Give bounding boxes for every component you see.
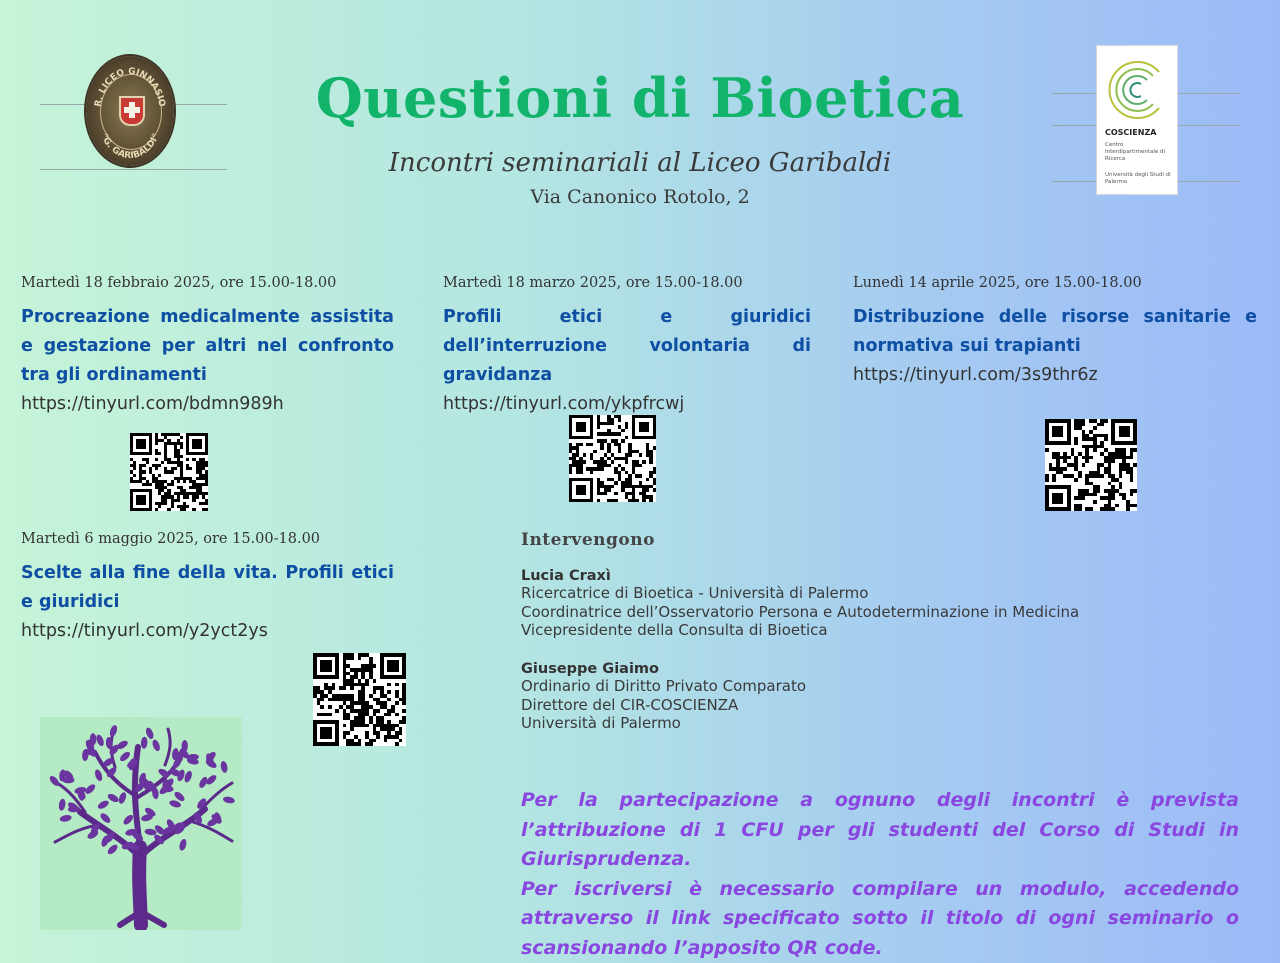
leaf-shape xyxy=(97,799,111,811)
leaf-shape xyxy=(151,739,161,752)
leaf-shape xyxy=(58,798,66,811)
leaf-shape xyxy=(95,734,105,747)
tree-icon xyxy=(40,717,242,930)
speaker-role: Direttore del CIR-COSCIENZA xyxy=(521,696,1221,715)
page-title: Questioni di Bioetica xyxy=(0,66,1280,130)
seal-text-top: R. LICEO GINNASIO xyxy=(93,67,166,108)
leaf-shape xyxy=(141,736,148,748)
seminar-title: Procreazione medicalmente assistita e gestazione per altri nel confronto tra gli ordinamenti xyxy=(21,303,394,390)
leaf-shape xyxy=(118,750,131,763)
seminar-link[interactable]: https://tinyurl.com/ykpfrcwj xyxy=(443,394,811,414)
leaf-shape xyxy=(220,760,229,773)
school-seal-logo xyxy=(86,56,174,166)
page-subtitle: Incontri seminariali al Liceo Garibaldi xyxy=(0,148,1280,178)
seminar-title: Profili etici e giuridici dell’interruzione volontaria di gravidanza xyxy=(443,303,811,390)
leaf-shape xyxy=(183,770,193,783)
svg-text:R. LICEO GINNASIO xyxy=(93,67,166,108)
seal-text-bottom: "G. GARIBALDI" xyxy=(98,132,161,161)
leaf-shape xyxy=(178,838,187,851)
participation-note xyxy=(521,786,1239,963)
speaker-name: Giuseppe Giaimo xyxy=(521,661,1221,677)
speakers-heading: Intervengono xyxy=(521,530,655,550)
leaf-shape xyxy=(122,813,135,826)
seminar-link[interactable]: https://tinyurl.com/y2yct2ys xyxy=(21,621,394,641)
coscienza-subtitle: Centro Interdipartimentale di Ricerca xyxy=(1105,142,1173,163)
leaf-shape xyxy=(106,843,119,856)
seminar-link[interactable]: https://tinyurl.com/bdmn989h xyxy=(21,394,394,414)
venue-address: Via Canonico Rotolo, 2 xyxy=(0,186,1280,208)
seminar-link[interactable]: https://tinyurl.com/3s9thr6z xyxy=(853,365,1257,385)
leaf-shape xyxy=(99,812,112,825)
speaker-role: Università di Palermo xyxy=(521,714,1221,733)
speaker-role: Vicepresidente della Consulta di Bioetica xyxy=(521,621,1221,640)
seminar-date: Lunedì 14 aprile 2025, ore 15.00-18.00 xyxy=(853,275,1257,291)
speaker-block xyxy=(521,661,1221,733)
tree-illustration xyxy=(40,717,242,930)
qr-code-3[interactable] xyxy=(1045,419,1137,511)
leaf-shape xyxy=(59,814,72,823)
leaf-shape xyxy=(144,828,157,836)
coscienza-name: COSCIENZA xyxy=(1105,128,1156,137)
seminar-date: Martedì 18 marzo 2025, ore 15.00-18.00 xyxy=(443,275,811,291)
note-registration: Per iscriversi è necessario compilare un modulo, accedendo attraverso il link specificato sotto il titolo di ogni seminario o scansionando l’apposito QR code. xyxy=(521,875,1239,963)
coscienza-university: Università degli Studi di Palermo xyxy=(1105,172,1173,186)
speaker-role: Coordinatrice dell’Osservatorio Persona e Autodeterminazione in Medicina xyxy=(521,603,1221,622)
leaf-shape xyxy=(109,724,119,737)
coscienza-logo xyxy=(1096,45,1178,195)
leaf-shape xyxy=(118,791,128,804)
leaf-shape xyxy=(222,796,235,805)
seminar-card xyxy=(21,531,394,641)
svg-text:"G. GARIBALDI" xyxy=(98,132,161,161)
seminar-title: Scelte alla fine della vita. Profili etici e giuridici xyxy=(21,559,394,617)
seminar-card xyxy=(21,275,394,414)
note-cfu: Per la partecipazione a ognuno degli incontri è prevista l’attribuzione di 1 CFU per gli studenti del Corso di Studi in Giurisprudenza. xyxy=(521,786,1239,875)
speaker-name: Lucia Craxì xyxy=(521,568,1221,584)
seminar-date: Martedì 6 maggio 2025, ore 15.00-18.00 xyxy=(21,531,394,547)
qr-code-1[interactable] xyxy=(130,433,208,511)
leaf-shape xyxy=(94,769,104,782)
divider-line xyxy=(40,169,227,170)
seminar-date: Martedì 18 febbraio 2025, ore 15.00-18.00 xyxy=(21,275,394,291)
seminar-title: Distribuzione delle risorse sanitarie e normativa sui trapianti xyxy=(853,303,1257,361)
speaker-block xyxy=(521,568,1221,640)
leaf-shape xyxy=(181,740,188,752)
qr-code-2[interactable] xyxy=(569,415,656,502)
speaker-role: Ordinario di Diritto Privato Comparato xyxy=(521,677,1221,696)
speaker-role: Ricercatrice di Bioetica - Università di Palermo xyxy=(521,584,1221,603)
spiral-icon xyxy=(1103,52,1171,124)
seminar-card xyxy=(443,275,811,414)
seminar-card xyxy=(853,275,1257,385)
qr-code-4[interactable] xyxy=(313,653,406,746)
